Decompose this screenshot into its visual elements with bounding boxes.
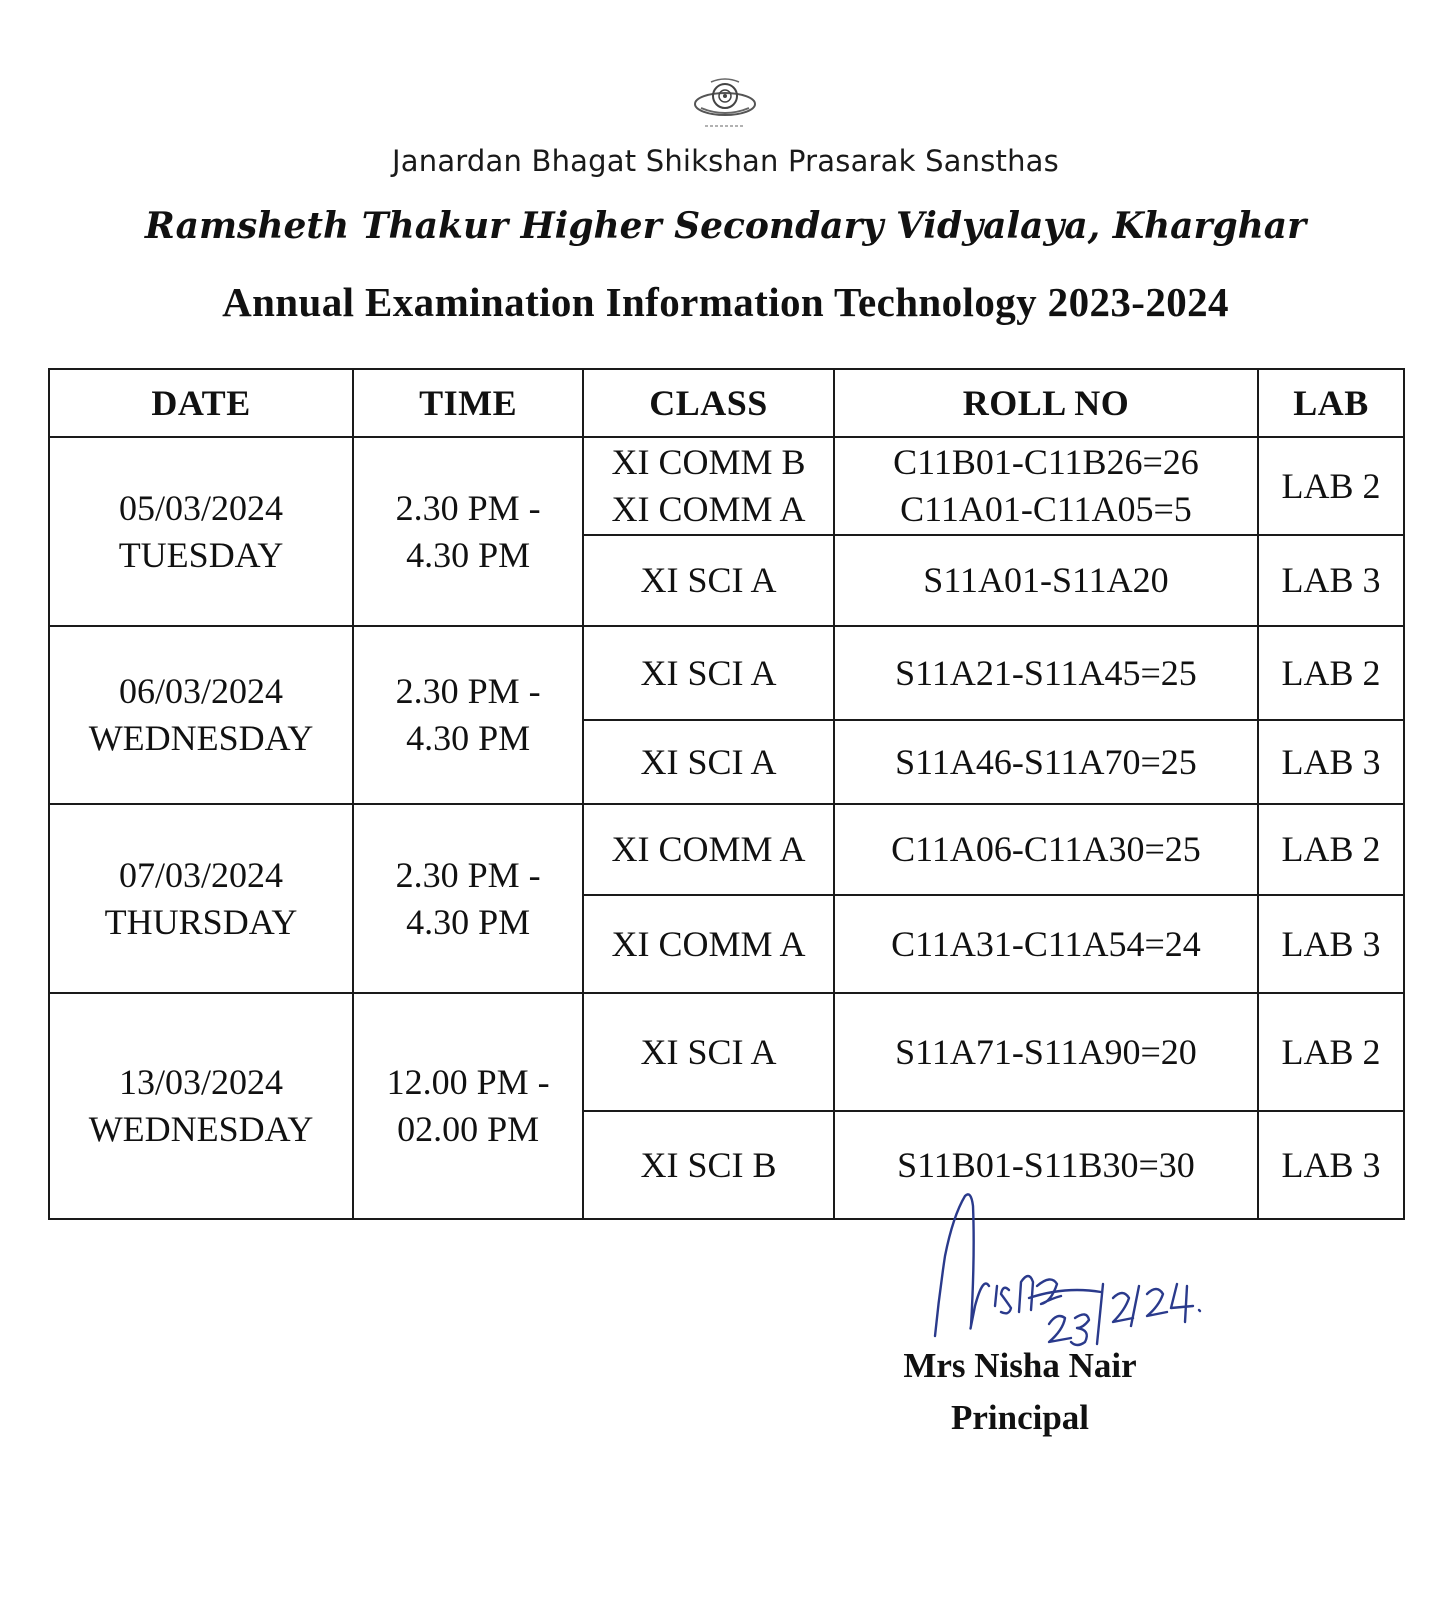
day-value: WEDNESDAY: [88, 718, 314, 758]
class-cell: [583, 437, 834, 535]
roll-no-cell: S11A21-S11A45=25: [834, 626, 1258, 720]
day-value: THURSDAY: [104, 901, 298, 942]
lab-cell: LAB 2: [1258, 626, 1404, 720]
lab-cell: LAB 3: [1258, 895, 1404, 993]
time-end: 02.00 PM: [397, 1109, 540, 1149]
time-end: 4.30 PM: [406, 901, 531, 942]
roll-no-value: C11B01-C11B26=26: [893, 442, 1199, 482]
lab-cell: LAB 2: [1258, 437, 1404, 535]
header-date: DATE: [49, 369, 353, 437]
roll-no-cell: S11B01-S11B30=30: [834, 1111, 1258, 1219]
date-cell: [49, 437, 353, 626]
roll-no-cell: [834, 437, 1258, 535]
date-cell: [49, 804, 353, 993]
table-row: [49, 993, 1404, 1111]
signer-name: Mrs Nisha Nair: [903, 1346, 1137, 1385]
roll-no-cell: C11A31-C11A54=24: [834, 895, 1258, 993]
time-start: 2.30 PM -: [395, 854, 541, 895]
class-value: XI COMM B: [611, 442, 806, 482]
class-cell: XI SCI A: [583, 993, 834, 1111]
time-cell: [353, 437, 583, 626]
time-start: 12.00 PM -: [386, 1062, 550, 1102]
roll-no-value: C11A01-C11A05=5: [900, 489, 1192, 529]
date-cell: [49, 626, 353, 804]
header-class: CLASS: [583, 369, 834, 437]
exam-schedule-table: [48, 368, 1405, 1220]
roll-no-cell: S11A46-S11A70=25: [834, 720, 1258, 804]
time-cell: [353, 804, 583, 993]
roll-no-cell: C11A06-C11A30=25: [834, 804, 1258, 895]
lab-cell: LAB 2: [1258, 993, 1404, 1111]
date-value: 06/03/2024: [119, 671, 284, 711]
table-row: [49, 626, 1404, 720]
lab-cell: LAB 3: [1258, 720, 1404, 804]
table-header-row: [49, 369, 1404, 437]
date-value: 05/03/2024: [119, 487, 284, 528]
organization-name: Janardan Bhagat Shikshan Prasarak Sansthas: [392, 144, 1059, 178]
time-cell: [353, 993, 583, 1219]
date-value: 13/03/2024: [119, 1062, 284, 1102]
date-value: 07/03/2024: [119, 854, 284, 895]
class-cell: XI SCI A: [583, 535, 834, 626]
class-cell: XI SCI A: [583, 720, 834, 804]
time-end: 4.30 PM: [406, 718, 531, 758]
day-value: WEDNESDAY: [88, 1109, 314, 1149]
signer-designation: Principal: [950, 1398, 1090, 1437]
signature-block: [880, 1340, 1160, 1444]
date-cell: [49, 993, 353, 1219]
day-value: TUESDAY: [118, 534, 284, 575]
table-row: [49, 804, 1404, 895]
header-time: TIME: [353, 369, 583, 437]
school-emblem-icon: [685, 74, 765, 136]
lab-cell: LAB 3: [1258, 1111, 1404, 1219]
time-start: 2.30 PM -: [395, 487, 541, 528]
handwritten-signature: [925, 1186, 1225, 1356]
roll-no-cell: S11A71-S11A90=20: [834, 993, 1258, 1111]
class-cell: XI COMM A: [583, 895, 834, 993]
header-roll-no: ROLL NO: [834, 369, 1258, 437]
exam-title: Annual Examination Information Technology 2023-2024: [222, 279, 1229, 325]
roll-no-cell: S11A01-S11A20: [834, 535, 1258, 626]
time-end: 4.30 PM: [406, 534, 531, 575]
class-value: XI COMM A: [611, 489, 806, 529]
class-cell: XI SCI B: [583, 1111, 834, 1219]
time-start: 2.30 PM -: [395, 671, 541, 711]
lab-cell: LAB 3: [1258, 535, 1404, 626]
class-cell: XI COMM A: [583, 804, 834, 895]
header-lab: LAB: [1258, 369, 1404, 437]
lab-cell: LAB 2: [1258, 804, 1404, 895]
class-cell: XI SCI A: [583, 626, 834, 720]
time-cell: [353, 626, 583, 804]
school-name: Ramsheth Thakur Higher Secondary Vidyalaya, Kharghar: [144, 205, 1307, 247]
table-row: [49, 437, 1404, 535]
